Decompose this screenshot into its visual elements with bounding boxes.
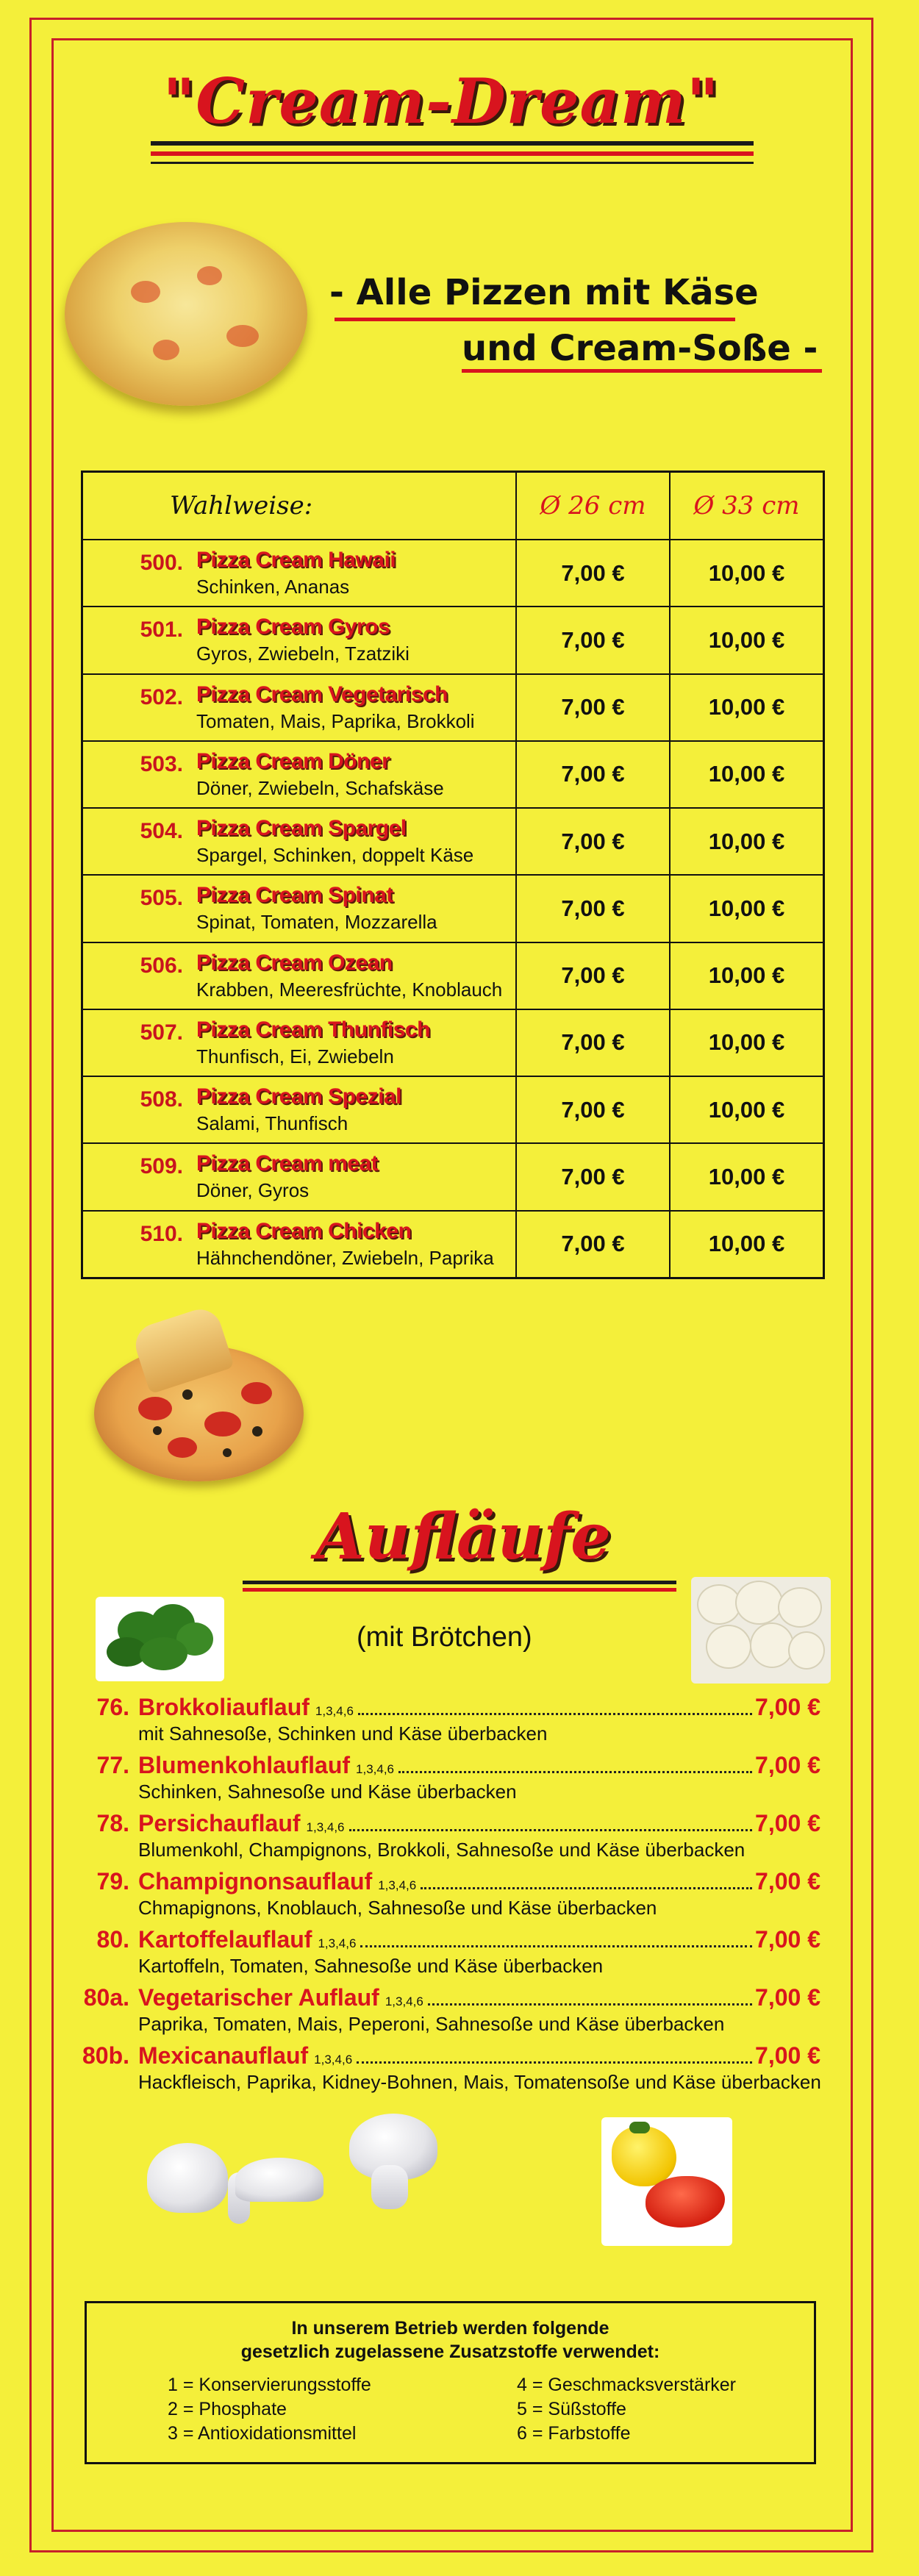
subtitle-line-2: und Cream-Soße - <box>462 328 818 369</box>
list-item <box>71 1752 820 1810</box>
column-header-33cm: Ø 33 cm <box>670 472 824 540</box>
pizza-price-table <box>81 471 825 1279</box>
price-33cm: 10,00 € <box>670 1143 824 1210</box>
dot-leader <box>360 1945 752 1947</box>
item-number: 504. <box>140 819 183 844</box>
dot-leader <box>357 2061 752 2064</box>
subtitle-line-1: - Alle Pizzen mit Käse <box>329 272 759 313</box>
list-item <box>71 1984 820 2042</box>
pizza-item-cell <box>82 1143 517 1210</box>
pizza-ingredients: Spinat, Tomaten, Mozzarella <box>196 911 437 934</box>
pizza-ingredients: Tomaten, Mais, Paprika, Brokkoli <box>196 709 475 732</box>
pizza-name: Pizza Cream Spinat <box>196 883 393 908</box>
dot-leader <box>398 1771 752 1773</box>
additive-entry: 1 = Konservierungsstoffe <box>168 2375 371 2395</box>
dot-leader <box>428 2003 752 2006</box>
menu-title: "Cream-Dream" <box>162 65 720 137</box>
pizza-item-cell <box>82 741 517 808</box>
price-33cm: 10,00 € <box>670 674 824 741</box>
price-33cm: 10,00 € <box>670 1211 824 1278</box>
auflauf-price: 7,00 € <box>755 1984 820 2011</box>
auflauf-price: 7,00 € <box>755 1752 820 1778</box>
table-row <box>82 875 824 942</box>
pizza-name: Pizza Cream meat <box>196 1151 379 1176</box>
additives-codes: 1,3,4,6 <box>315 1704 354 1718</box>
additive-entry: 3 = Antioxidationsmittel <box>168 2423 357 2444</box>
item-number: 510. <box>140 1221 183 1246</box>
pizza-item-cell <box>82 607 517 673</box>
pizza-name: Pizza Cream Thunfisch <box>196 1017 430 1042</box>
item-number: 80. <box>96 1926 129 1953</box>
pizza-name: Pizza Cream Spargel <box>196 816 407 841</box>
price-26cm: 7,00 € <box>516 741 670 808</box>
dot-leader <box>421 1887 752 1889</box>
list-item <box>71 2042 820 2100</box>
auflauf-name: Champignonsauflauf <box>138 1868 373 1895</box>
auflauf-description: Paprika, Tomaten, Mais, Peperoni, Sahnesoße und Käse überbacken <box>138 2013 725 2035</box>
cauliflower-image <box>691 1577 831 1684</box>
price-26cm: 7,00 € <box>516 1211 670 1278</box>
pizza-ingredients: Schinken, Ananas <box>196 576 350 598</box>
item-number: 79. <box>96 1868 129 1895</box>
table-row <box>82 1076 824 1143</box>
price-33cm: 10,00 € <box>670 808 824 875</box>
auflauf-price: 7,00 € <box>755 1926 820 1953</box>
pizza-ingredients: Hähnchendöner, Zwiebeln, Paprika <box>196 1246 494 1269</box>
auflauf-price: 7,00 € <box>755 1868 820 1895</box>
item-number: 509. <box>140 1154 183 1179</box>
table-row <box>82 540 824 607</box>
additives-codes: 1,3,4,6 <box>314 2053 353 2067</box>
additives-codes: 1,3,4,6 <box>378 1878 417 1892</box>
price-26cm: 7,00 € <box>516 808 670 875</box>
price-26cm: 7,00 € <box>516 674 670 741</box>
price-33cm: 10,00 € <box>670 1076 824 1143</box>
mushroom-image <box>342 2114 445 2217</box>
pizza-item-cell <box>82 674 517 741</box>
auflaeufe-underline <box>243 1588 676 1592</box>
item-number: 80b. <box>82 2042 129 2069</box>
item-number: 78. <box>96 1810 129 1836</box>
additives-info-box <box>85 2301 816 2464</box>
auflauf-description: Chmapignons, Knoblauch, Sahnesoße und Käse überbacken <box>138 1897 657 1919</box>
pizza-name: Pizza Cream Spezial <box>196 1084 401 1109</box>
pizza-ingredients: Gyros, Zwiebeln, Tzatziki <box>196 643 410 665</box>
item-number: 503. <box>140 751 183 776</box>
pizza-item-cell <box>82 1009 517 1076</box>
pizza-ingredients: Krabben, Meeresfrüchte, Knoblauch <box>196 978 503 1001</box>
price-26cm: 7,00 € <box>516 875 670 942</box>
additives-list-left <box>168 2373 371 2446</box>
pizza-ingredients: Döner, Zwiebeln, Schafskäse <box>196 776 444 799</box>
table-row <box>82 1211 824 1278</box>
item-number: 507. <box>140 1020 183 1045</box>
auflauf-description: Schinken, Sahnesoße und Käse überbacken <box>138 1781 517 1803</box>
price-26cm: 7,00 € <box>516 1143 670 1210</box>
pizza-name: Pizza Cream Chicken <box>196 1218 412 1243</box>
dot-leader <box>349 1829 753 1831</box>
additive-entry: 4 = Geschmacksverstärker <box>517 2375 737 2395</box>
pizza-slice-image <box>94 1316 304 1492</box>
subtitle-underline <box>462 369 822 373</box>
additive-entry: 2 = Phosphate <box>168 2399 287 2419</box>
price-26cm: 7,00 € <box>516 942 670 1009</box>
additives-codes: 1,3,4,6 <box>318 1936 357 1950</box>
pizza-item-cell <box>82 875 517 942</box>
additives-list-right <box>517 2373 736 2446</box>
auflauf-name: Brokkoliauflauf <box>138 1694 310 1720</box>
table-header-row <box>82 472 824 540</box>
price-26cm: 7,00 € <box>516 540 670 607</box>
price-33cm: 10,00 € <box>670 607 824 673</box>
column-header-choice: Wahlweise: <box>82 472 517 540</box>
table-row <box>82 741 824 808</box>
pizza-name: Pizza Cream Hawaii <box>196 548 396 573</box>
item-number: 505. <box>140 886 183 911</box>
pizza-item-cell <box>82 1211 517 1278</box>
item-number: 502. <box>140 684 183 709</box>
item-number: 77. <box>96 1752 129 1778</box>
list-item <box>71 1694 820 1752</box>
pizza-item-cell <box>82 808 517 875</box>
pizza-ingredients: Thunfisch, Ei, Zwiebeln <box>196 1045 394 1067</box>
pizza-name: Pizza Cream Ozean <box>196 950 393 975</box>
title-underline <box>151 162 754 164</box>
auflauf-description: Blumenkohl, Champignons, Brokkoli, Sahnesoße und Käse überbacken <box>138 1839 745 1861</box>
auflauf-name: Mexicanauflauf <box>138 2042 309 2069</box>
price-33cm: 10,00 € <box>670 540 824 607</box>
pizza-item-cell <box>82 540 517 607</box>
table-row <box>82 674 824 741</box>
table-row <box>82 1009 824 1076</box>
pizza-item-cell <box>82 1076 517 1143</box>
auflauf-price: 7,00 € <box>755 1810 820 1836</box>
auflauf-description: Kartoffeln, Tomaten, Sahnesoße und Käse überbacken <box>138 1955 604 1977</box>
price-33cm: 10,00 € <box>670 875 824 942</box>
list-item <box>71 1926 820 1984</box>
table-row <box>82 607 824 673</box>
broccoli-image <box>96 1597 224 1681</box>
auflauf-description: mit Sahnesoße, Schinken und Käse überbacken <box>138 1722 548 1745</box>
auflauf-list <box>71 1694 820 2100</box>
additive-entry: 6 = Farbstoffe <box>517 2423 631 2444</box>
column-header-26cm: Ø 26 cm <box>516 472 670 540</box>
additives-heading-1: In unserem Betrieb werden folgende <box>291 2318 609 2339</box>
auflauf-name: Persichauflauf <box>138 1810 301 1836</box>
pizza-name: Pizza Cream Döner <box>196 748 390 773</box>
item-number: 508. <box>140 1087 183 1112</box>
auflauf-name: Kartoffelauflauf <box>138 1926 312 1953</box>
pizza-image <box>65 222 307 406</box>
auflaeufe-underline <box>243 1581 676 1584</box>
pizza-name: Pizza Cream Vegetarisch <box>196 681 448 706</box>
pizza-ingredients: Spargel, Schinken, doppelt Käse <box>196 844 474 867</box>
mushroom-image <box>147 2128 338 2231</box>
auflauf-name: Blumenkohlauflauf <box>138 1752 351 1778</box>
price-26cm: 7,00 € <box>516 1076 670 1143</box>
auflauf-price: 7,00 € <box>755 1694 820 1720</box>
additives-codes: 1,3,4,6 <box>356 1762 395 1776</box>
pizza-item-cell <box>82 942 517 1009</box>
additives-heading-2: gesetzlich zugelassene Zusatzstoffe verwendet: <box>240 2341 660 2362</box>
pizza-ingredients: Salami, Thunfisch <box>196 1112 348 1135</box>
item-number: 501. <box>140 618 183 643</box>
title-underline <box>151 151 754 156</box>
additives-codes: 1,3,4,6 <box>385 1994 423 2008</box>
additives-codes: 1,3,4,6 <box>306 1820 345 1834</box>
bell-pepper-image <box>601 2117 732 2246</box>
auflauf-name: Vegetarischer Auflauf <box>138 1984 379 2011</box>
list-item <box>71 1810 820 1868</box>
price-33cm: 10,00 € <box>670 741 824 808</box>
auflaeufe-subtitle: (mit Brötchen) <box>357 1622 532 1653</box>
item-number: 500. <box>140 551 183 576</box>
additive-entry: 5 = Süßstoffe <box>517 2399 626 2419</box>
pizza-ingredients: Döner, Gyros <box>196 1179 310 1202</box>
table-row <box>82 942 824 1009</box>
auflauf-description: Hackfleisch, Paprika, Kidney-Bohnen, Mais, Tomatensoße und Käse überbacken <box>138 2071 821 2093</box>
table-row <box>82 808 824 875</box>
table-row <box>82 1143 824 1210</box>
item-number: 76. <box>96 1694 129 1720</box>
item-number: 506. <box>140 953 183 978</box>
price-33cm: 10,00 € <box>670 1009 824 1076</box>
title-underline <box>151 141 754 146</box>
item-number: 80a. <box>83 1984 129 2011</box>
list-item <box>71 1868 820 1926</box>
price-33cm: 10,00 € <box>670 942 824 1009</box>
price-26cm: 7,00 € <box>516 607 670 673</box>
auflaeufe-title: Aufläufe <box>315 1500 611 1574</box>
price-26cm: 7,00 € <box>516 1009 670 1076</box>
subtitle-underline <box>335 318 735 321</box>
auflauf-price: 7,00 € <box>755 2042 820 2069</box>
pizza-name: Pizza Cream Gyros <box>196 615 390 640</box>
dot-leader <box>358 1713 752 1715</box>
